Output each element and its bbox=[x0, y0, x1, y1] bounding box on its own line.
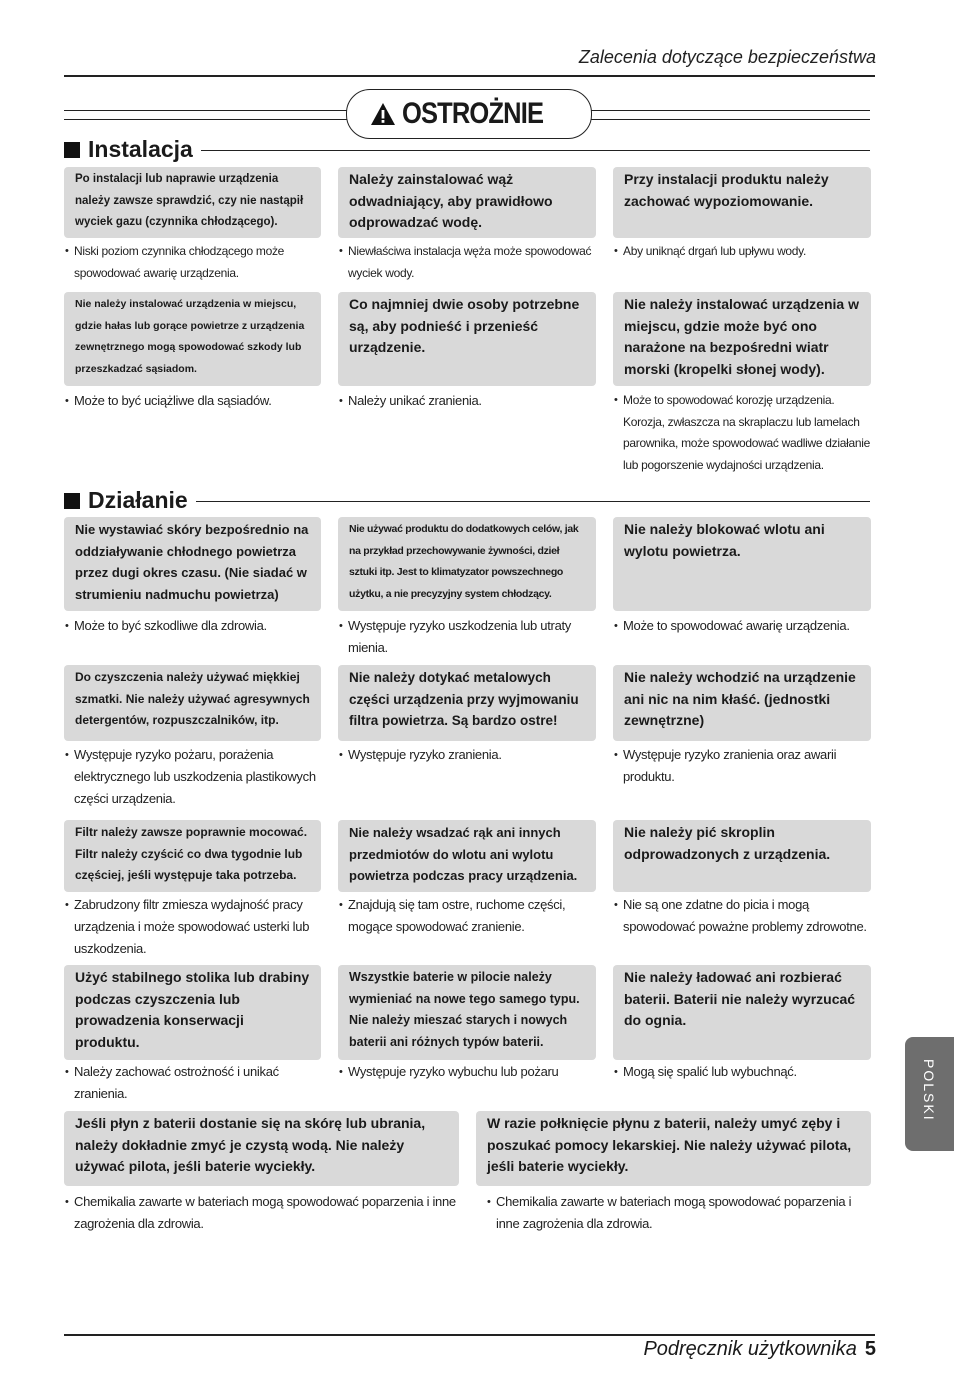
caution-note: • Mogą się spalić lub wybuchnąć. bbox=[613, 1061, 871, 1083]
caution-note: • Występuje ryzyko zranienia. bbox=[338, 744, 596, 766]
caution-note: • Występuje ryzyko wybuchu lub pożaru bbox=[338, 1061, 596, 1083]
caution-note: • Występuje ryzyko pożaru, porażenia elektrycznego lub uszkodzenia plastikowych części urządzenia. bbox=[64, 744, 321, 810]
caution-note: • Nie są one zdatne do picia i mogą spowodować poważne problemy zdrowotne. bbox=[613, 894, 871, 938]
caution-note: • Chemikalia zawarte w bateriach mogą spowodować poparzenia i inne zagrożenia dla zdrowia. bbox=[486, 1191, 871, 1235]
section-square-icon bbox=[64, 142, 80, 158]
caution-note: • Należy unikać zranienia. bbox=[338, 390, 596, 412]
caution-box: W razie połknięcie płynu z baterii, należy umyć zęby i poszukać pomocy lekarskiej. Nie należy używać pilota, jeśli baterie wyciekły. bbox=[476, 1111, 871, 1186]
caution-note: • Należy zachować ostrożność i unikać zranienia. bbox=[64, 1061, 321, 1105]
caution-box: Przy instalacji produktu należy zachować wypoziomowanie. bbox=[613, 167, 871, 238]
caution-note: • Niski poziom czynnika chłodzącego może spowodować awarię urządzenia. bbox=[64, 241, 321, 284]
caution-box: Użyć stabilnego stolika lub drabiny podczas czyszczenia lub prowadzenia konserwacji produktu. bbox=[64, 965, 321, 1060]
caution-box: Jeśli płyn z baterii dostanie się na skórę lub ubrania, należy dokładnie zmyć je czystą wodą. Nie należy używać pilota, jeśli baterie wyciekły. bbox=[64, 1111, 459, 1186]
caution-box: Filtr należy zawsze poprawnie mocować. Filtr należy czyścić co dwa tygodnie lub częściej, jeśli występuje taka potrzeba. bbox=[64, 820, 321, 892]
caution-note: • Może to spowodować awarię urządzenia. bbox=[613, 615, 871, 637]
caution-box: Nie należy blokować wlotu ani wylotu powietrza. bbox=[613, 517, 871, 611]
section-title: Działanie bbox=[88, 487, 188, 513]
caution-note: • Zabrudzony filtr zmiesza wydajność pracy urządzenia i może spowodować usterki lub uszkodzenia. bbox=[64, 894, 321, 960]
caution-note: • Aby uniknąć drgań lub upływu wody. bbox=[613, 241, 871, 263]
caution-note: • Występuje ryzyko zranienia oraz awarii produktu. bbox=[613, 744, 871, 788]
caution-box: Nie należy instalować urządzenia w miejscu, gdzie może być ono narażone na bezpośredni wiatr morski (kropelki słonej wody). bbox=[613, 292, 871, 386]
section-divider bbox=[201, 150, 870, 151]
caution-note: • Może to być szkodliwe dla zdrowia. bbox=[64, 615, 321, 637]
caution-box: Po instalacji lub naprawie urządzenia należy zawsze sprawdzić, czy nie nastąpił wyciek gazu (czynnika chłodzącego). bbox=[64, 167, 321, 238]
caution-note: • Znajdują się tam ostre, ruchome części, mogące spowodować zranienie. bbox=[338, 894, 596, 938]
language-tab bbox=[905, 1037, 954, 1151]
caution-banner bbox=[346, 89, 592, 139]
footer-divider bbox=[64, 1334, 875, 1336]
caution-note: • Niewłaściwa instalacja węża może spowodować wyciek wody. bbox=[338, 241, 596, 284]
section-heading-installation bbox=[64, 136, 870, 163]
caution-note: • Może to spowodować korozję urządzenia. Korozja, zwłaszcza na skraplaczu lub lamelach parownika, może spowodować wadliwe działanie lub pogorszenie wydajności urządzenia. bbox=[613, 390, 871, 476]
caution-box: Nie należy instalować urządzenia w miejscu, gdzie hałas lub gorące powietrze z urządzenia zewnętrznego mogą spowodować szkody lub przeszkadzać sąsiadom. bbox=[64, 292, 321, 386]
caution-note: • Może to być uciążliwe dla sąsiadów. bbox=[64, 390, 321, 412]
caution-box: Wszystkie baterie w pilocie należy wymieniać na nowe tego samego typu. Nie należy mieszać starych i nowych baterii ani różnych typów baterii. bbox=[338, 965, 596, 1060]
caution-label: OSTROŻNIE bbox=[401, 97, 544, 130]
page-header-title: Zalecenia dotyczące bezpieczeństwa bbox=[578, 47, 876, 67]
caution-box: Nie należy dotykać metalowych części urządzenia przy wyjmowaniu filtra powietrza. Są bardzo ostre! bbox=[338, 665, 596, 741]
page-number: 5 bbox=[864, 1338, 876, 1360]
caution-note: • Występuje ryzyko uszkodzenia lub utraty mienia. bbox=[338, 615, 596, 659]
caution-note: • Chemikalia zawarte w bateriach mogą spowodować poparzenia i inne zagrożenia dla zdrowia. bbox=[64, 1191, 464, 1235]
caution-box: Nie wystawiać skóry bezpośrednio na oddziaływanie chłodnego powietrza przez dugi okres czasu. (Nie siadać w strumieniu nadmuchu powietrza) bbox=[64, 517, 321, 611]
section-title: Instalacja bbox=[88, 136, 193, 162]
caution-box: Nie używać produktu do dodatkowych celów, jak na przykład przechowywanie żywności, dzieł sztuki itp. Jest to klimatyzator powszechnego użytku, a nie precyzyjny system chłodzący. bbox=[338, 517, 596, 611]
section-heading-operation bbox=[64, 487, 870, 514]
warning-triangle-icon bbox=[370, 102, 396, 126]
language-tab-label: POLSKI bbox=[921, 1059, 937, 1122]
page-footer bbox=[643, 1338, 876, 1361]
footer-title: Podręcznik użytkownika bbox=[643, 1338, 857, 1360]
header-divider bbox=[64, 75, 875, 77]
caution-box: Nie należy wsadzać rąk ani innych przedmiotów do wlotu ani wylotu powietrza podczas pracy urządzenia. bbox=[338, 820, 596, 892]
section-divider bbox=[196, 501, 870, 502]
caution-box: Nie należy wchodzić na urządzenie ani nic na nim kłaść. (jednostki zewnętrzne) bbox=[613, 665, 871, 741]
caution-box: Nie należy ładować ani rozbierać baterii. Baterii nie należy wyrzucać do ognia. bbox=[613, 965, 871, 1060]
caution-box: Nie należy pić skroplin odprowadzonych z urządzenia. bbox=[613, 820, 871, 892]
section-square-icon bbox=[64, 493, 80, 509]
caution-box: Do czyszczenia należy używać miękkiej szmatki. Nie należy używać agresywnych detergentów, rozpuszczalników, itp. bbox=[64, 665, 321, 741]
caution-box: Należy zainstalować wąż odwadniający, aby prawidłowo odprowadzać wodę. bbox=[338, 167, 596, 238]
caution-box: Co najmniej dwie osoby potrzebne są, aby podnieść i przenieść urządzenie. bbox=[338, 292, 596, 386]
